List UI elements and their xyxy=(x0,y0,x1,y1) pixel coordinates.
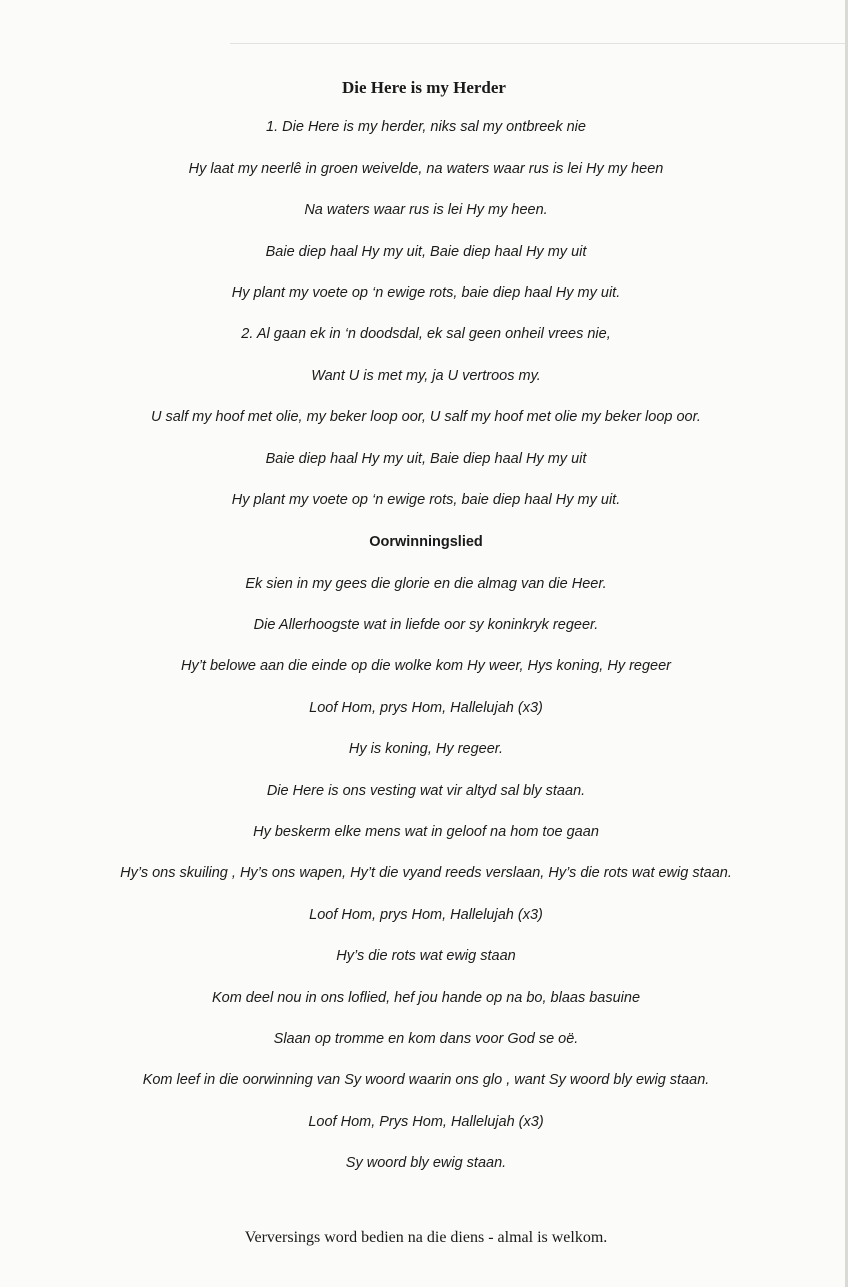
hymn1-line: Baie diep haal Hy my uit, Baie diep haal Hy my uit xyxy=(265,451,587,467)
hymn2-line: Loof Hom, prys Hom, Hallelujah (x3) xyxy=(309,700,543,716)
hymn2-line: Ek sien in my gees die glorie en die almag van die Heer. xyxy=(245,576,607,592)
hymn2-line: Hy’s ons skuiling , Hy’s ons wapen, Hy’t die vyand reeds verslaan, Hy’s die rots wat ewig staan. xyxy=(120,865,732,881)
hymn1-line: 2. Al gaan ek in ‘n doodsdal, ek sal geen onheil vrees nie, xyxy=(241,326,611,342)
hymn2-line: Sy woord bly ewig staan. xyxy=(345,1155,507,1171)
hymn2-title: Oorwinningslied xyxy=(369,534,483,550)
hymn1-line: Na waters waar rus is lei Hy my heen. xyxy=(304,202,548,218)
hymn1-line: 1. Die Here is my herder, niks sal my ontbreek nie xyxy=(266,119,586,135)
hymn1-line: Baie diep haal Hy my uit, Baie diep haal Hy my uit xyxy=(265,244,587,260)
hymn2-line: Die Allerhoogste wat in liefde oor sy koninkryk regeer. xyxy=(253,617,599,633)
hymn2-line: Slaan op tromme en kom dans voor God se oë. xyxy=(273,1031,579,1047)
hymn1-line: U salf my hoof met olie, my beker loop oor, U salf my hoof met olie my beker loop oor. xyxy=(151,409,701,425)
hymn2-line: Loof Hom, Prys Hom, Hallelujah (x3) xyxy=(308,1114,544,1130)
footer-note: Verversings word bedien na die diens - almal is welkom. xyxy=(244,1229,608,1246)
hymn2-line: Hy’t belowe aan die einde op die wolke kom Hy weer, Hys koning, Hy regeer xyxy=(180,658,672,674)
hymn2-line: Loof Hom, prys Hom, Hallelujah (x3) xyxy=(309,907,543,923)
hymn1-line: Want U is met my, ja U vertroos my. xyxy=(311,368,541,384)
page-top-edge xyxy=(230,43,848,44)
hymn2-line: Kom deel nou in ons loflied, hef jou hande op na bo, blaas basuine xyxy=(211,990,641,1006)
hymn1-line: Hy plant my voete op ‘n ewige rots, baie diep haal Hy my uit. xyxy=(231,285,621,301)
hymn1-line: Hy laat my neerlê in groen weivelde, na waters waar rus is lei Hy my heen xyxy=(188,161,664,177)
hymn2-line: Hy’s die rots wat ewig staan xyxy=(336,948,516,964)
hymn2-line: Hy is koning, Hy regeer. xyxy=(348,741,504,757)
hymn-title: Die Here is my Herder xyxy=(342,78,506,97)
hymn1-line: Hy plant my voete op ‘n ewige rots, baie diep haal Hy my uit. xyxy=(231,492,621,508)
hymn2-line: Kom leef in die oorwinning van Sy woord waarin ons glo , want Sy woord bly ewig staan. xyxy=(142,1072,710,1088)
hymn2-line: Hy beskerm elke mens wat in geloof na hom toe gaan xyxy=(253,824,599,840)
hymn2-line: Die Here is ons vesting wat vir altyd sal bly staan. xyxy=(266,783,586,799)
